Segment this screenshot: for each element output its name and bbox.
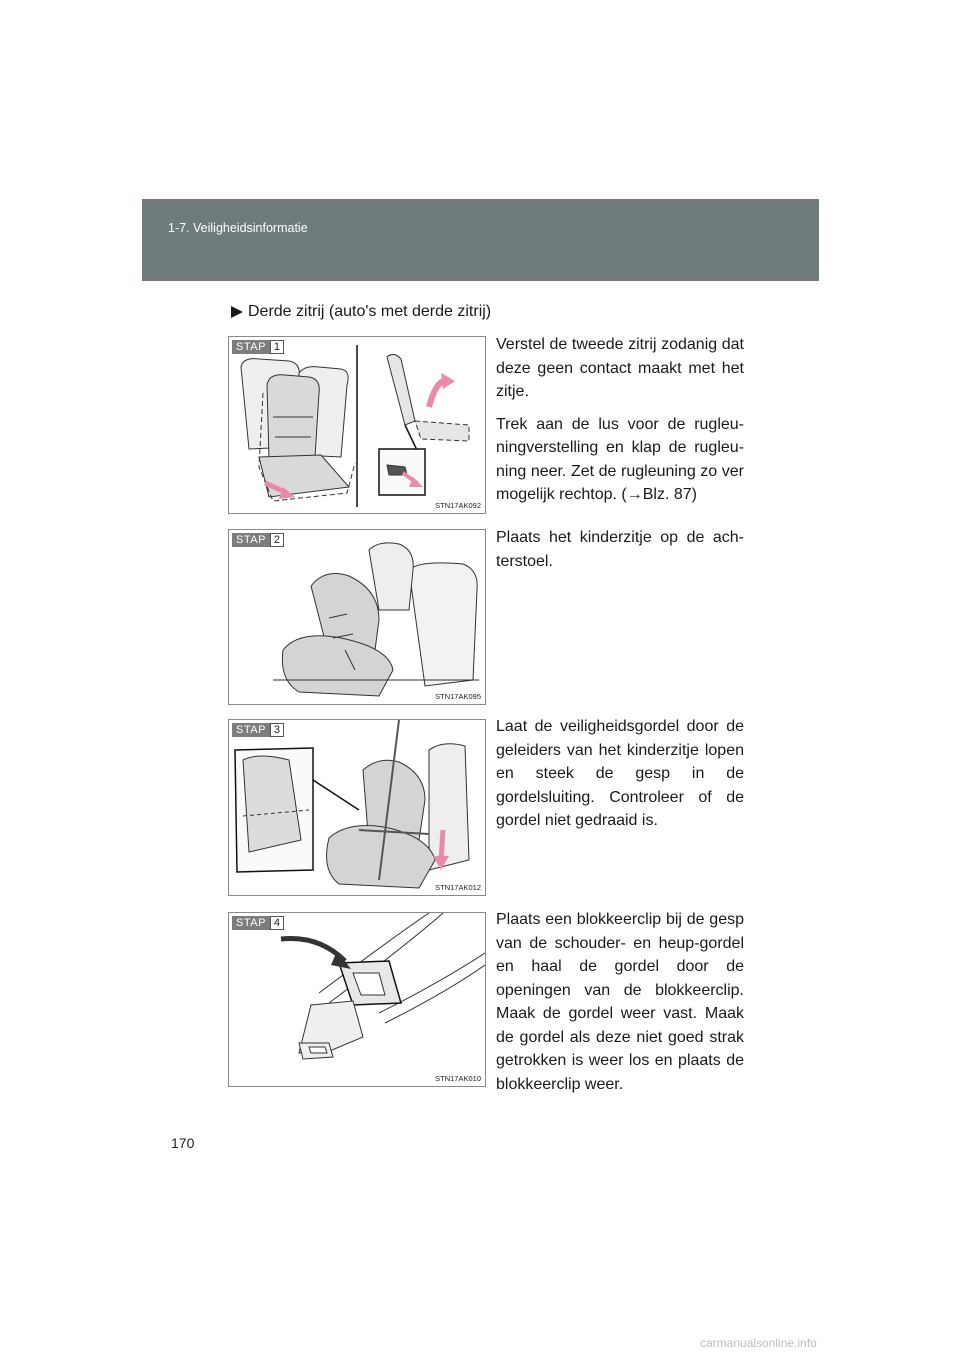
section-title: 1-7. Veiligheidsinformatie bbox=[168, 221, 308, 235]
step-2-figure bbox=[228, 529, 486, 705]
step-label: STAP bbox=[232, 340, 270, 354]
triangle-bullet-icon bbox=[231, 306, 243, 318]
step-2-text bbox=[496, 526, 744, 582]
step-paragraph: Plaats het kinderzitje op de ach-terstoel. bbox=[496, 529, 744, 570]
step-paragraph: Trek aan de lus voor de rugleu-ningverstelling en klap de rugleu-ning neer. Zet de rugleuning zo ver mogelijk rechtop. (→Blz. 87) bbox=[496, 415, 744, 503]
step-label: STAP bbox=[232, 723, 270, 737]
step-number: 3 bbox=[270, 723, 284, 737]
step-4-text bbox=[496, 908, 744, 1105]
step-badge bbox=[232, 916, 284, 930]
step-label: STAP bbox=[232, 916, 270, 930]
step-1-text bbox=[496, 333, 744, 516]
section-header-bar bbox=[142, 199, 819, 281]
step-3-figure bbox=[228, 719, 486, 896]
seatbelt-routing-illustration bbox=[229, 720, 485, 895]
figure-code: STN17AK010 bbox=[435, 1074, 481, 1083]
step-paragraph: Verstel de tweede zitrij zodanig dat deze geen contact maakt met het zitje. bbox=[496, 336, 744, 400]
step-badge bbox=[232, 340, 284, 354]
page-number: 170 bbox=[171, 1135, 195, 1151]
figure-code: STN17AK095 bbox=[435, 692, 481, 701]
step-label: STAP bbox=[232, 533, 270, 547]
step-3-text bbox=[496, 715, 744, 842]
subheading-text: Derde zitrij (auto's met derde zitrij) bbox=[248, 303, 492, 320]
step-paragraph: Plaats een blokkeerclip bij de gesp van de schouder- en heup-gordel en haal de gordel door de openingen van de blokkeerclip. Maak de gordel weer vast. Maak de gordel als deze niet goed strak getrokken is weer los en plaats de blokkeerclip weer. bbox=[496, 911, 744, 1093]
step-number: 1 bbox=[270, 340, 284, 354]
figure-code: STN17AK012 bbox=[435, 883, 481, 892]
step-number: 4 bbox=[270, 916, 284, 930]
figure-code: STN17AK092 bbox=[435, 501, 481, 510]
step-paragraph: Laat de veiligheidsgordel door de geleiders van het kinderzitje lopen en steek de gesp in de gordelsluiting. Controleer of de gordel niet gedraaid is. bbox=[496, 718, 744, 829]
step-4-figure bbox=[228, 912, 486, 1087]
step-1-figure bbox=[228, 336, 486, 514]
step-badge bbox=[232, 533, 284, 547]
watermark: carmanualsonline.info bbox=[700, 1336, 817, 1350]
locking-clip-illustration bbox=[229, 913, 485, 1086]
subheading bbox=[231, 303, 491, 321]
step-number: 2 bbox=[270, 533, 284, 547]
step-badge bbox=[232, 723, 284, 737]
child-seat-illustration bbox=[229, 530, 485, 704]
seat-fold-illustration bbox=[229, 337, 485, 513]
